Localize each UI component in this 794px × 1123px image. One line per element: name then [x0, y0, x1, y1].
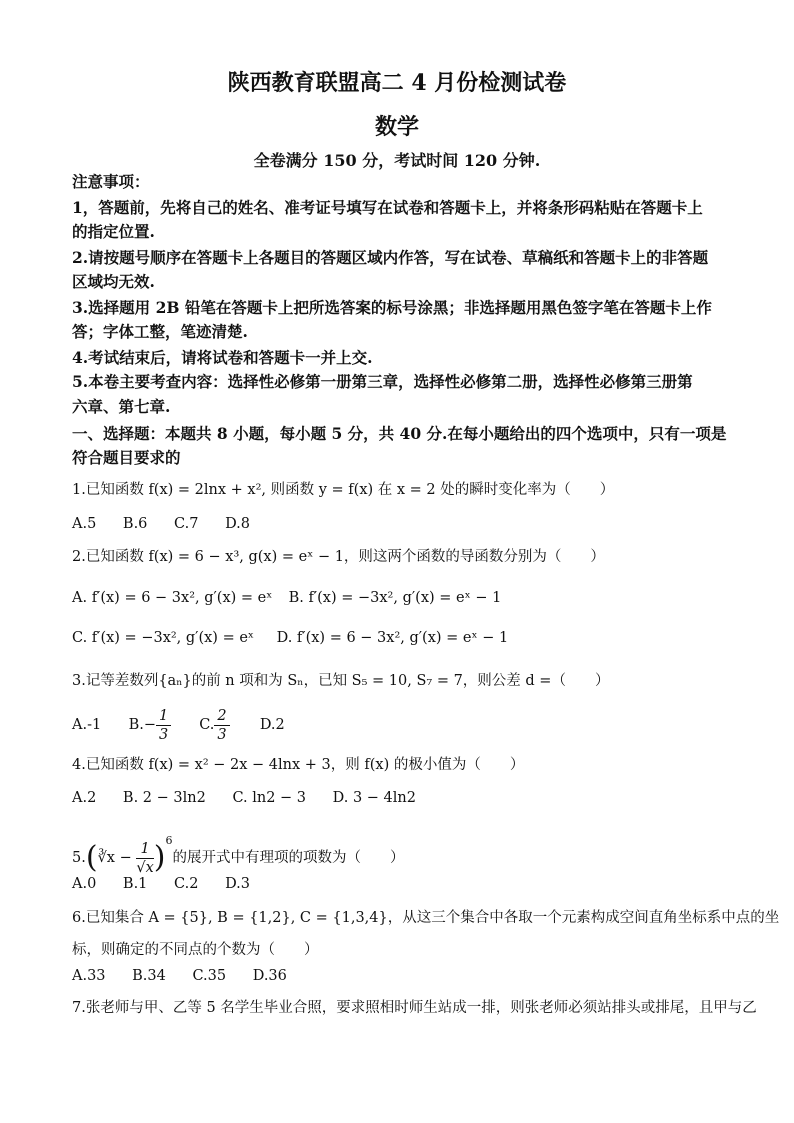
option-c: C.7 [174, 516, 199, 532]
option-b: B.1 [122, 876, 148, 892]
notice-line: 4.考试结束后，请将试卷和答题卡一并上交. [72, 348, 373, 367]
option-a: A.2 [72, 790, 97, 806]
left-paren: ( [85, 840, 98, 875]
option-b: B.6 [122, 516, 148, 532]
question-6-stem-cont: 标，则确定的不同点的个数为（ ） [72, 942, 319, 958]
denominator: √x [136, 859, 154, 876]
question-5-rest: 的展开式中有理项的项数为（ ） [172, 850, 405, 866]
option-b-prefix: B.− [128, 717, 157, 733]
option-d: D.3 [225, 876, 251, 892]
numerator: 1 [136, 840, 153, 859]
question-4-options [72, 786, 732, 810]
question-7-stem: 7.张老师与甲、乙等 5 名学生毕业合照，要求照相时师生站成一排，则张老师必须站排头或排尾，且甲与乙 [72, 1000, 757, 1016]
question-1-options [72, 512, 732, 536]
question-5-stem [72, 818, 732, 876]
question-3-stem: 3.记等差数列{aₙ}的前 n 项和为 Sₙ，已知 S₅ = 10, S₇ = 7，则公差 d =（ ） [72, 673, 610, 689]
question-2-options-cd [72, 626, 732, 650]
section-heading: 一、选择题：本题共 8 小题，每小题 5 分，共 40 分.在每小题给出的四个选项中，只有一项是 [72, 424, 727, 443]
option-c: C.2 [174, 876, 199, 892]
option-d: D.36 [252, 968, 287, 984]
option-d: D.2 [259, 717, 285, 733]
option-c: C. ln2 − 3 [232, 790, 307, 806]
denominator: 3 [217, 726, 227, 743]
notice-line: 区域均无效. [72, 272, 155, 291]
option-a: A.33 [72, 968, 106, 984]
option-d: D. 3 − 4ln2 [332, 790, 416, 806]
exam-subtitle: 全卷满分 150 分，考试时间 120 分钟. [253, 151, 541, 170]
denominator: 3 [159, 726, 169, 743]
option-b: B. f′(x) = −3x², g′(x) = eˣ − 1 [288, 590, 502, 606]
option-a: A.5 [72, 516, 97, 532]
option-a: A. f′(x) = 6 − 3x², g′(x) = eˣ [72, 590, 273, 606]
question-6-stem: 6.已知集合 A = {5}, B = {1,2}, C = {1,3,4}，从这三个集合中各取一个元素构成空间直角坐标系中点的坐 [72, 910, 780, 926]
notice-line: 2.请按题号顺序在答题卡上各题目的答题区域内作答，写在试卷、草稿纸和答题卡上的非答题 [72, 248, 709, 267]
notice-line: 3.选择题用 2B 铅笔在答题卡上把所选答案的标号涂黑；非选择题用黑色签字笔在答题卡上作 [72, 298, 712, 317]
question-5-options [72, 872, 732, 896]
exponent: 6 [165, 834, 173, 847]
notice-line: 的指定位置. [72, 222, 155, 241]
question-3-options [72, 704, 732, 746]
fraction [156, 707, 171, 744]
question-5-prefix: 5. [72, 850, 86, 866]
option-d: D.8 [225, 516, 251, 532]
option-b: B. 2 − 3ln2 [122, 790, 206, 806]
question-1-stem: 1.已知函数 f(x) = 2lnx + x², 则函数 y = f(x) 在 x = 2 处的瞬时变化率为（ ） [72, 482, 615, 498]
exam-title: 陕西教育联盟高二 4 月份检测试卷 [227, 70, 567, 96]
option-c: C.35 [192, 968, 227, 984]
option-a: A.0 [72, 876, 97, 892]
question-2-options-ab [72, 586, 732, 610]
notice-line: 答；字体工整，笔迹清楚. [72, 322, 248, 341]
option-b [129, 704, 195, 746]
notice-line: 1，答题前，先将自己的姓名、准考证号填写在试卷和答题卡上，并将条形码粘贴在答题卡上 [72, 198, 703, 217]
right-paren: ) [153, 840, 166, 875]
fraction [136, 840, 153, 877]
option-b: B.34 [132, 968, 166, 984]
numerator: 1 [156, 707, 171, 726]
question-6-options [72, 964, 732, 988]
notice-heading: 注意事项： [72, 172, 150, 191]
subject-title: 数学 [374, 114, 419, 140]
option-c [199, 704, 255, 746]
radical-term: ∛x − [97, 850, 137, 866]
numerator: 2 [214, 707, 229, 726]
notice-line: 六章、第七章. [72, 397, 171, 416]
question-2-stem: 2.已知函数 f(x) = 6 − x³, g(x) = eˣ − 1，则这两个函数的导函数分别为（ ） [72, 549, 605, 565]
question-4-stem: 4.已知函数 f(x) = x² − 2x − 4lnx + 3，则 f(x) 的极小值为（ ） [72, 757, 525, 773]
option-c-prefix: C. [199, 717, 215, 733]
option-c: C. f′(x) = −3x², g′(x) = eˣ [72, 630, 255, 646]
section-heading: 符合题目要求的 [72, 448, 181, 467]
notice-line: 5.本卷主要考查内容：选择性必修第一册第三章，选择性必修第二册，选择性必修第三册第 [72, 372, 693, 391]
fraction [214, 707, 229, 744]
option-a: A.-1 [72, 717, 102, 733]
option-d: D. f′(x) = 6 − 3x², g′(x) = eˣ − 1 [276, 630, 509, 646]
